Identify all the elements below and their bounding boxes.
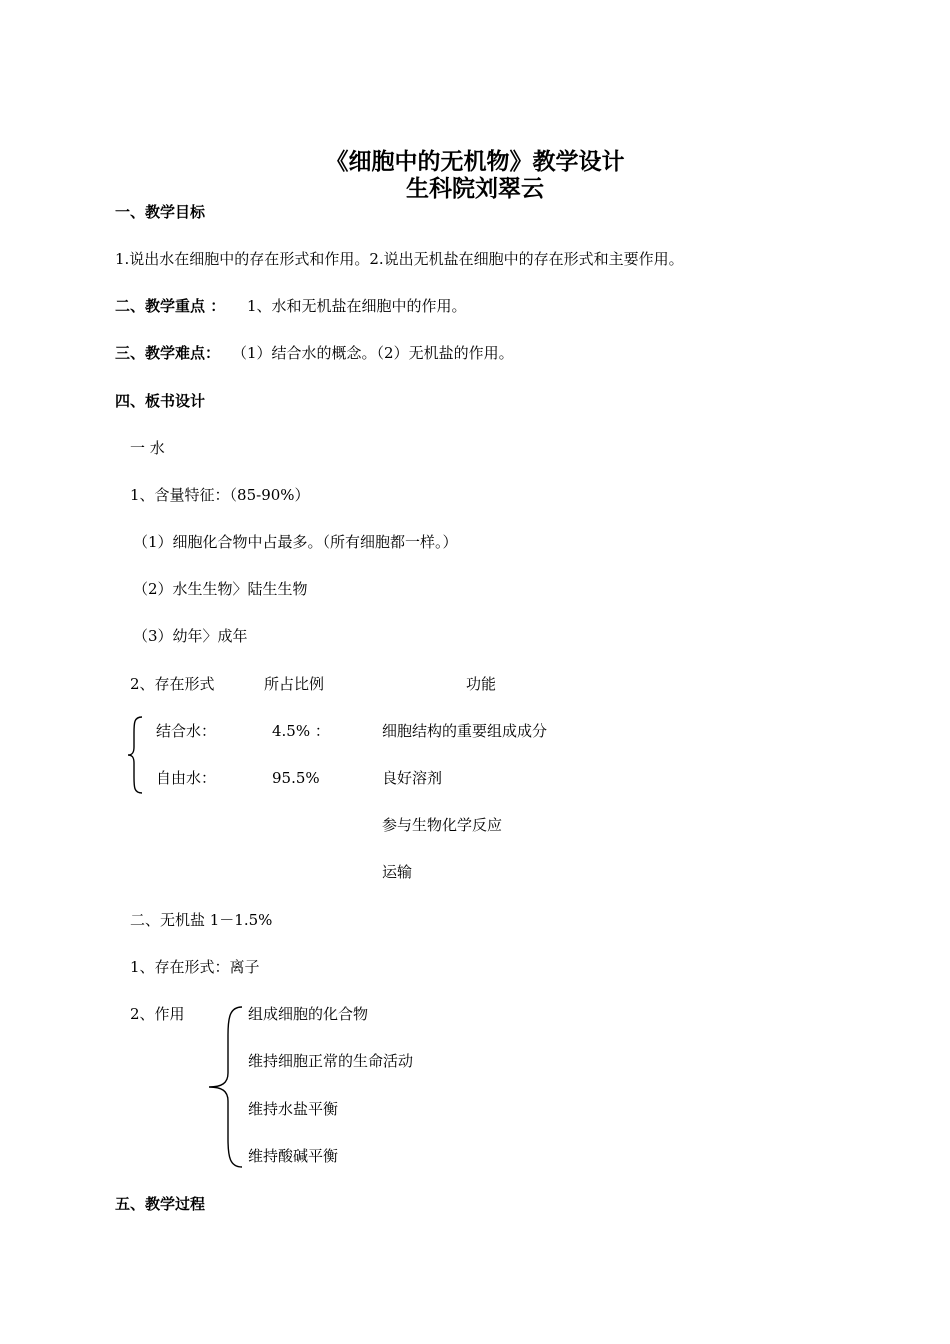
free-water-ratio: 95.5%	[272, 769, 320, 787]
salt-role-item: 维持水盐平衡	[248, 1100, 339, 1118]
salt-role-item: 组成细胞的化合物	[248, 1005, 369, 1023]
board-water-title: 一 水	[130, 439, 165, 457]
document-title: 《细胞中的无机物》教学设计	[325, 149, 625, 175]
section-heading-difficulties: 三、教学难点：	[115, 344, 221, 362]
board-function-label: 功能	[466, 675, 497, 693]
section-heading-key-points: 二、教学重点 ：	[115, 297, 226, 315]
board-content-feature: 1、含量特征：（85-90%）	[130, 486, 310, 504]
board-content-item: （1）细胞化合物中占最多。（所有细胞都一样。）	[133, 533, 458, 551]
difficulties-text: （1）结合水的概念。（2）无机盐的作用。	[232, 344, 514, 362]
key-points-text: 1、水和无机盐在细胞中的作用。	[247, 297, 467, 315]
left-brace-icon	[206, 1005, 246, 1170]
board-salt-role-label: 2、作用	[130, 1005, 185, 1023]
section-heading-goals: 一、教学目标	[115, 203, 206, 221]
free-water-function: 良好溶剂	[382, 769, 443, 787]
free-water-function: 参与生物化学反应	[382, 816, 503, 834]
board-salt-title: 二、无机盐 1－1.5%	[130, 911, 273, 929]
board-content-item: （3）幼年〉成年	[133, 627, 248, 645]
board-ratio-label: 所占比例	[264, 675, 325, 693]
salt-role-item: 维持酸碱平衡	[248, 1147, 339, 1165]
board-salt-form: 1、存在形式：离子	[130, 958, 260, 976]
bound-water-label: 结合水：	[156, 722, 217, 740]
section-heading-teaching-process: 五、教学过程	[115, 1195, 206, 1213]
document-author: 生科院刘翠云	[406, 176, 544, 202]
free-water-label: 自由水：	[156, 769, 217, 787]
salt-role-item: 维持细胞正常的生命活动	[248, 1052, 414, 1070]
free-water-function: 运输	[382, 863, 413, 881]
left-brace-icon	[126, 715, 146, 795]
goals-text: 1.说出水在细胞中的存在形式和作用。2.说出无机盐在细胞中的存在形式和主要作用。	[115, 250, 684, 268]
section-heading-board-design: 四、板书设计	[115, 392, 206, 410]
bound-water-ratio: 4.5% ：	[272, 722, 330, 740]
board-forms-label: 2、存在形式	[130, 675, 215, 693]
bound-water-function: 细胞结构的重要组成成分	[382, 722, 548, 740]
board-content-item: （2）水生生物〉陆生生物	[133, 580, 308, 598]
